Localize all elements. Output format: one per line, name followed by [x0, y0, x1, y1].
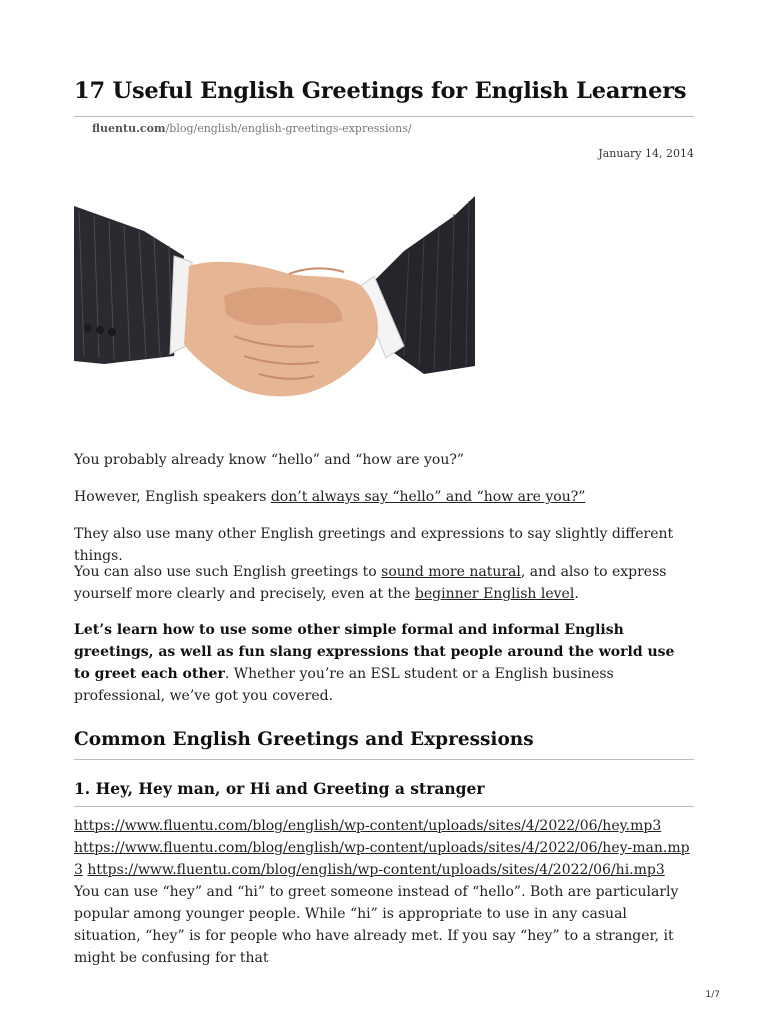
page-title: 17 Useful English Greetings for English Learners [74, 78, 687, 104]
source-url-domain[interactable]: fluentu.com [92, 122, 166, 135]
section-body-text: You can use “hey” and “hi” to greet someone instead of “hello”. Both are particularly popular among younger people. While “hi” is appropriate to use in any casual situation, “hey” is for people who have already met. If you say “hey” to a stranger, it might be confusing for that [74, 884, 679, 966]
handshake-image [74, 196, 475, 401]
subsection-divider [74, 806, 694, 807]
intro-paragraph-2 [74, 486, 694, 508]
page-number: 1/7 [705, 990, 720, 1000]
intro-p4-text-a: You can also use such English greetings to [74, 564, 382, 580]
sound-more-natural-link[interactable]: sound more natural [381, 564, 521, 580]
dont-always-say-link[interactable]: don’t always say “hello” and “how are you?” [270, 489, 586, 505]
subsection-heading: 1. Hey, Hey man, or Hi and Greeting a stranger [74, 779, 485, 798]
intro-p2-text: However, English speakers [74, 489, 271, 505]
audio-links [74, 815, 694, 969]
intro-paragraph-1: You probably already know “hello” and “how are you?” [74, 452, 464, 468]
section-divider [74, 759, 694, 760]
source-url-path[interactable]: /blog/english/english-greetings-expressions/ [165, 122, 412, 135]
source-url[interactable] [92, 122, 412, 135]
title-divider [74, 116, 694, 117]
intro-paragraph-5 [74, 619, 694, 707]
publish-date: January 14, 2014 [598, 147, 694, 160]
intro-p5-bold: Let’s learn how to use some other simple formal and informal English greetings, as well as fun slang expressions that people around the world use to greet each other [74, 622, 675, 682]
intro-p4-text-b: , and also to express yourself more clearly and precisely, even at the [74, 564, 667, 602]
beginner-english-level-link[interactable]: beginner English level [414, 586, 575, 602]
audio-link-hey[interactable]: https://www.fluentu.com/blog/english/wp-content/uploads/sites/4/2022/06/hey.mp3 [74, 818, 662, 834]
section-heading: Common English Greetings and Expressions [74, 729, 534, 750]
intro-paragraph-3: They also use many other English greetings and expressions to say slightly different things. [74, 526, 674, 564]
audio-link-hey-man[interactable]: https://www.fluentu.com/blog/english/wp-content/uploads/sites/4/2022/06/hey-man.mp3 [74, 840, 690, 878]
intro-p5-text: . Whether you’re an ESL student or a English business professional, we’ve got you covered. [74, 666, 614, 704]
intro-p4-text-c: . [574, 586, 579, 602]
audio-link-hi[interactable]: https://www.fluentu.com/blog/english/wp-content/uploads/sites/4/2022/06/hi.mp3 [87, 862, 665, 878]
intro-paragraph-4 [74, 561, 694, 605]
